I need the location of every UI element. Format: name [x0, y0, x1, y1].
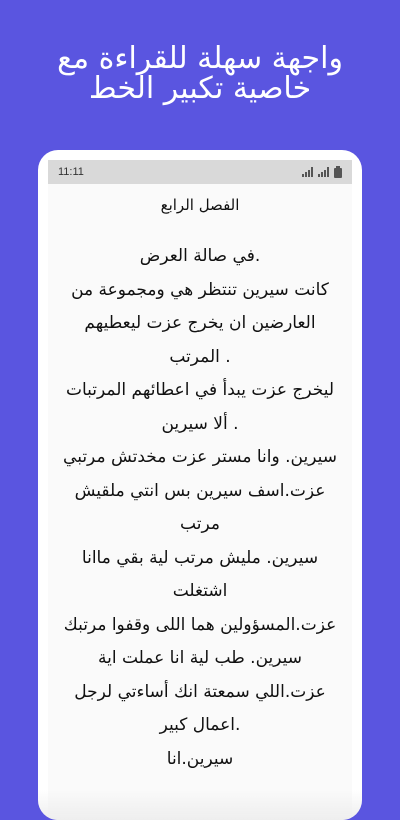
- promo-title-line-1: واجهة سهلة للقراءة مع: [57, 41, 343, 76]
- signal-icon: [302, 167, 314, 177]
- text-line: . ألا سيرين: [161, 413, 239, 434]
- text-line: اشتغلت: [172, 581, 228, 601]
- wifi-icon: [318, 167, 330, 177]
- text-line: سيرين.انا: [166, 748, 234, 769]
- status-icons: [302, 166, 342, 178]
- text-line: عزت.المسؤولين هما اللى وقفوا مرتبك: [63, 614, 337, 635]
- text-line: ليخرج عزت يبدأ في اعطائهم المرتبات: [65, 380, 334, 400]
- text-line: عزت.اسف سيرين بس انتي ملقيش: [74, 480, 326, 501]
- text-line: مرتب: [180, 514, 220, 534]
- chapter-body: [58, 240, 342, 776]
- status-time: 11:11: [58, 166, 84, 178]
- text-line: سيرين. وانا مستر عزت مخدتش مرتبي: [63, 447, 337, 467]
- text-line: .اعمال كبير: [159, 715, 241, 735]
- text-line: كانت سيرين تنتظر هي ومجموعة من: [71, 279, 329, 300]
- promo-title-line-2: خاصية تكبير الخط: [88, 71, 312, 106]
- text-line: . المرتب: [169, 346, 231, 367]
- status-bar: [48, 160, 352, 184]
- promo-title: [0, 41, 400, 106]
- battery-icon: [334, 166, 342, 178]
- phone-frame: [38, 150, 362, 820]
- text-line: سيرين. طب لية انا عملت اية: [98, 648, 302, 668]
- text-line: .في صالة العرض: [139, 246, 261, 266]
- text-line: العارضين ان يخرج عزت ليعطيهم: [84, 313, 316, 333]
- text-line: عزت.اللي سمعتة انك أساءتي لرجل: [74, 681, 326, 702]
- bottom-fade: [38, 790, 362, 820]
- text-line: سيرين. مليش مرتب لية بقي ماانا: [81, 547, 319, 568]
- reader-page[interactable]: [48, 184, 352, 814]
- chapter-title: الفصل الرابع: [160, 196, 240, 214]
